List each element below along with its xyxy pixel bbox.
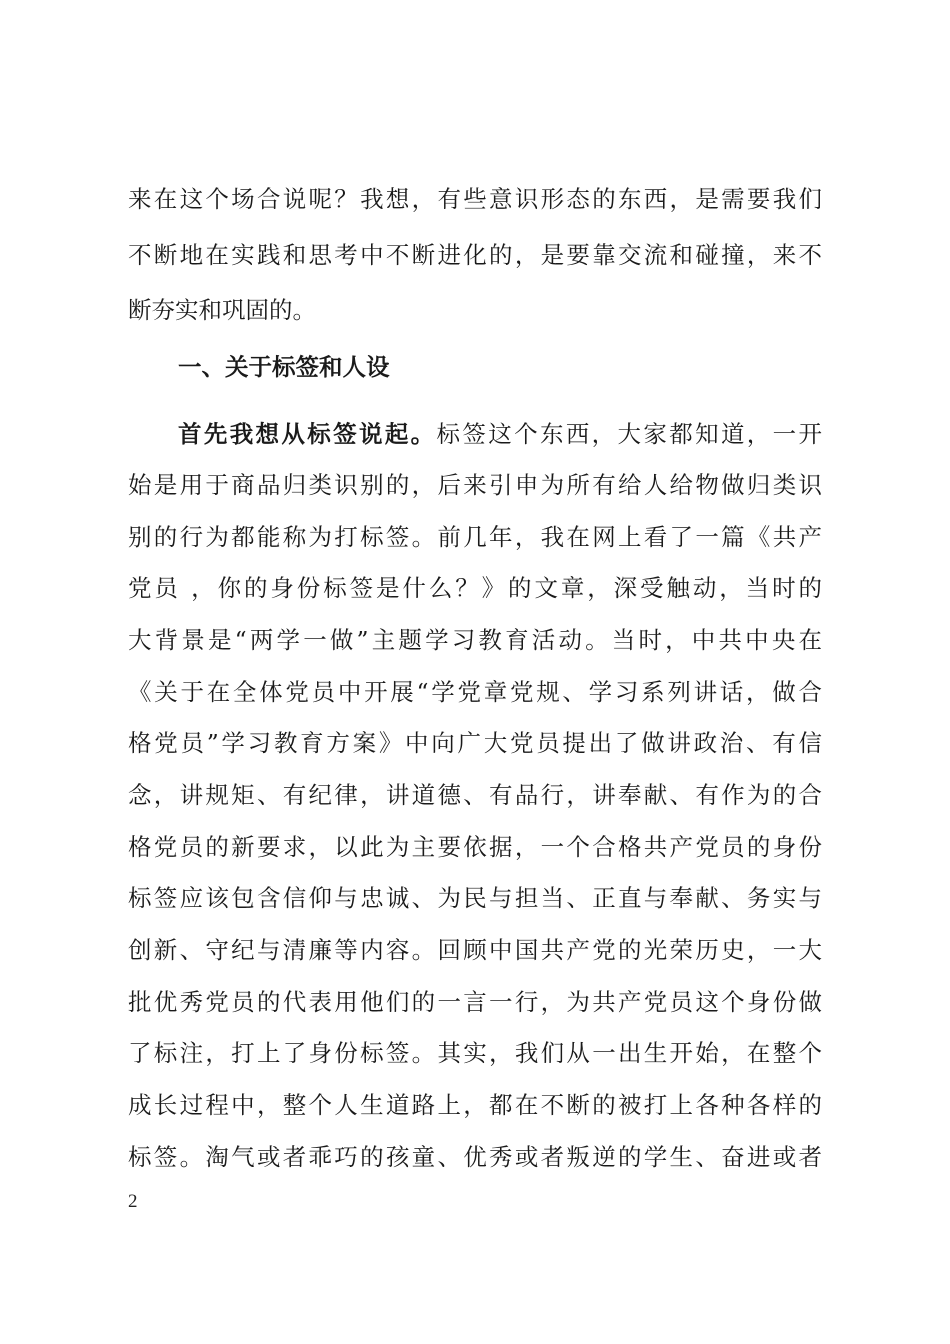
paragraph-line: 批优秀党员的代表用他们的一言一行，为共产党员这个身份做	[128, 988, 822, 1016]
paragraph-line: 断夯实和巩固的。	[128, 296, 316, 324]
page-number: 2	[128, 1191, 138, 1212]
paragraph-lead-sentence: 首先我想从标签说起。	[178, 420, 437, 448]
paragraph-line: 了标注，打上了身份标签。其实，我们从一出生开始，在整个	[128, 1039, 822, 1067]
paragraph-line: 大背景是“两学一做”主题学习教育活动。当时，中共中央在	[128, 626, 822, 654]
paragraph-line: 成长过程中，整个人生道路上，都在不断的被打上各种各样的	[128, 1091, 822, 1119]
paragraph-line: 党员 ，你的身份标签是什么？》的文章，深受触动，当时的	[128, 574, 822, 602]
paragraph-line: 标签应该包含信仰与忠诚、为民与担当、正直与奉献、务实与	[128, 884, 822, 912]
paragraph-line: 别的行为都能称为打标签。前几年，我在网上看了一篇《共产	[128, 523, 822, 551]
paragraph-line: 来在这个场合说呢？我想，有些意识形态的东西，是需要我们	[128, 185, 822, 213]
paragraph-line: 始是用于商品归类识别的，后来引申为所有给人给物做归类识	[128, 471, 822, 499]
paragraph-line: 念，讲规矩、有纪律，讲道德、有品行，讲奉献、有作为的合	[128, 781, 822, 809]
paragraph-line: 格党员”学习教育方案》中向广大党员提出了做讲政治、有信	[128, 729, 822, 757]
paragraph-line: 《关于在全体党员中开展“学党章党规、学习系列讲话，做合	[128, 678, 822, 706]
paragraph-line: 标签。淘气或者乖巧的孩童、优秀或者叛逆的学生、奋进或者	[128, 1143, 822, 1171]
paragraph-first-line-text: 标签这个东西，大家都知道，一开	[436, 420, 823, 448]
paragraph-line: 创新、守纪与清廉等内容。回顾中国共产党的光荣历史，一大	[128, 936, 822, 964]
paragraph-line: 格党员的新要求，以此为主要依据，一个合格共产党员的身份	[128, 833, 822, 861]
paragraph-line: 不断地在实践和思考中不断进化的，是要靠交流和碰撞，来不	[128, 241, 822, 269]
paragraph-first-line	[178, 414, 822, 454]
section-heading: 一、关于标签和人设	[178, 353, 390, 381]
